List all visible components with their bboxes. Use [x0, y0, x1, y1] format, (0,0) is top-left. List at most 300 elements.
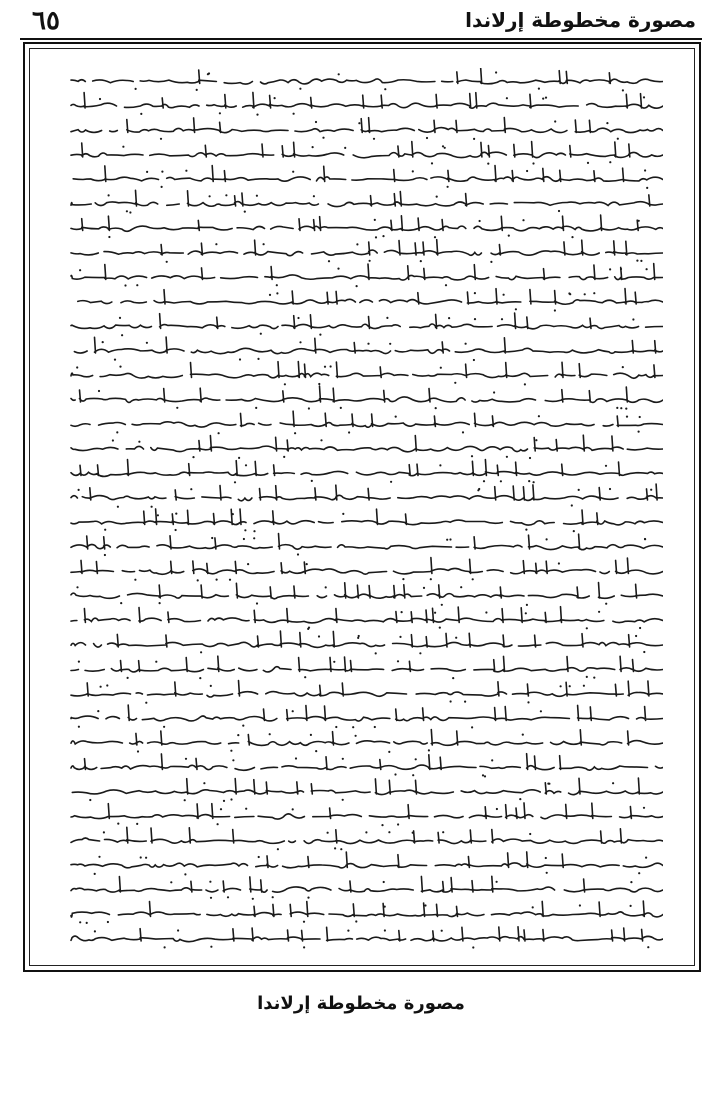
manuscript-line: [71, 484, 663, 501]
manuscript-line: [71, 876, 663, 892]
manuscript-dot: [230, 798, 232, 800]
manuscript-dot: [97, 710, 99, 712]
manuscript-dot: [243, 538, 245, 540]
manuscript-dot: [465, 343, 467, 345]
manuscript-dot: [223, 800, 225, 802]
manuscript-dot: [328, 260, 330, 262]
manuscript-dot: [397, 660, 399, 662]
manuscript-dot: [612, 782, 614, 784]
manuscript-line: [71, 118, 663, 133]
manuscript-dot: [367, 343, 369, 345]
manuscript-dot: [620, 268, 622, 270]
manuscript-dot: [478, 488, 480, 490]
manuscript-dot: [640, 260, 642, 262]
manuscript-dot: [439, 464, 441, 466]
manuscript-dot: [255, 407, 257, 409]
manuscript-dot: [593, 677, 595, 679]
manuscript-dot: [292, 808, 294, 810]
manuscript-dot: [190, 488, 192, 490]
manuscript-dot: [78, 489, 80, 491]
manuscript-dot: [242, 725, 244, 727]
manuscript-dot: [176, 407, 178, 409]
manuscript-line: [71, 509, 663, 525]
manuscript-dot: [184, 799, 186, 801]
manuscript-dot: [166, 261, 168, 263]
manuscript-dot: [529, 833, 531, 835]
manuscript-dot: [124, 284, 126, 286]
manuscript-dot: [219, 112, 221, 114]
manuscript-dot: [284, 383, 286, 385]
manuscript-dot: [375, 236, 377, 238]
manuscript-dot: [239, 358, 241, 360]
manuscript-dot: [79, 269, 81, 271]
manuscript-dot: [175, 513, 177, 515]
manuscript-dot: [493, 391, 495, 393]
manuscript-dot: [373, 138, 375, 140]
manuscript-dot: [256, 114, 258, 116]
manuscript-dot: [528, 480, 530, 482]
manuscript-dot: [318, 383, 320, 385]
manuscript-line: [71, 705, 663, 721]
manuscript-line: [71, 901, 663, 917]
manuscript-dot: [569, 293, 571, 295]
manuscript-dot: [184, 873, 186, 875]
manuscript-dot: [203, 782, 205, 784]
manuscript-dot: [472, 946, 474, 948]
manuscript-dot: [389, 343, 391, 345]
manuscript-dot: [605, 603, 607, 605]
manuscript-dot: [441, 930, 443, 932]
manuscript-dot: [127, 677, 129, 679]
manuscript-dot: [247, 563, 249, 565]
manuscript-dot: [197, 579, 199, 581]
manuscript-dot: [579, 904, 581, 906]
manuscript-dot: [299, 341, 301, 343]
manuscript-dot: [342, 799, 344, 801]
manuscript-dot: [217, 823, 219, 825]
manuscript-dot: [399, 636, 401, 638]
manuscript-dot: [245, 464, 247, 466]
manuscript-dot: [299, 88, 301, 90]
manuscript-line: [71, 142, 663, 158]
manuscript-dot: [526, 170, 528, 172]
manuscript-dot: [643, 651, 645, 653]
manuscript-dot: [94, 930, 96, 932]
manuscript-dot: [384, 906, 386, 908]
manuscript-dot: [569, 685, 571, 687]
manuscript-dot: [315, 121, 317, 123]
manuscript-dot: [308, 407, 310, 409]
manuscript-line: [71, 190, 663, 206]
manuscript-dot: [283, 456, 285, 458]
manuscript-dot: [355, 920, 357, 922]
manuscript-dot: [211, 537, 213, 539]
manuscript-dot: [571, 504, 573, 506]
manuscript-dot: [185, 758, 187, 760]
manuscript-dot: [645, 857, 647, 859]
manuscript-dot: [304, 676, 306, 678]
manuscript-dot: [474, 318, 476, 320]
manuscript-line: [71, 607, 663, 623]
manuscript-dot: [388, 751, 390, 753]
manuscript-dot: [175, 529, 177, 531]
manuscript-line: [71, 730, 663, 746]
manuscript-dot: [106, 684, 108, 686]
manuscript-dot: [374, 219, 376, 221]
manuscript-dot: [431, 162, 433, 164]
manuscript-dot: [185, 170, 187, 172]
manuscript-dot: [626, 416, 628, 418]
manuscript-dot: [620, 407, 622, 409]
manuscript-dot: [244, 211, 246, 213]
manuscript-dot: [381, 824, 383, 826]
manuscript-dot: [571, 236, 573, 238]
manuscript-dot: [258, 856, 260, 858]
manuscript-dot: [98, 390, 100, 392]
manuscript-dot: [447, 186, 449, 188]
manuscript-dot: [327, 832, 329, 834]
manuscript-dot: [606, 122, 608, 124]
manuscript-dot: [253, 537, 255, 539]
manuscript-dot: [609, 268, 611, 270]
manuscript-dot: [164, 946, 166, 948]
manuscript-dot: [546, 538, 548, 540]
manuscript-line: [65, 460, 663, 477]
manuscript-dot: [483, 480, 485, 482]
manuscript-dot: [522, 734, 524, 736]
manuscript-line: [71, 827, 663, 843]
manuscript-dot: [423, 587, 425, 589]
manuscript-dot: [260, 333, 262, 335]
manuscript-frame: [23, 42, 701, 972]
manuscript-line: [71, 558, 663, 575]
manuscript-dot: [237, 734, 239, 736]
manuscript-dot: [103, 831, 105, 833]
manuscript-dot: [311, 480, 313, 482]
manuscript-dot: [116, 431, 118, 433]
manuscript-dot: [352, 726, 354, 728]
manuscript-dot: [207, 73, 209, 75]
manuscript-dot: [358, 122, 360, 124]
manuscript-dot: [415, 758, 417, 760]
manuscript-dot: [134, 579, 136, 581]
manuscript-dot: [76, 586, 78, 588]
manuscript-dot: [276, 284, 278, 286]
manuscript-dot: [440, 367, 442, 369]
manuscript-line: [71, 240, 663, 256]
manuscript-dot: [426, 137, 428, 139]
manuscript-dot: [573, 530, 575, 532]
manuscript-dot: [308, 627, 310, 629]
manuscript-dot: [76, 366, 78, 368]
manuscript-dot: [448, 317, 450, 319]
manuscript-dot: [424, 904, 426, 906]
manuscript-dot: [160, 138, 162, 140]
manuscript-dot: [420, 260, 422, 262]
manuscript-dot: [554, 120, 556, 122]
manuscript-dot: [135, 88, 137, 90]
manuscript-dot: [532, 162, 534, 164]
manuscript-dot: [342, 513, 344, 515]
manuscript-dot: [558, 562, 560, 564]
manuscript-dot: [324, 366, 326, 368]
manuscript-dot: [462, 431, 464, 433]
manuscript-dot: [490, 261, 492, 263]
manuscript-dot: [227, 896, 229, 898]
manuscript-dot: [170, 881, 172, 883]
manuscript-dot: [515, 308, 517, 310]
manuscript-dot: [639, 416, 641, 418]
manuscript-dot: [104, 529, 106, 531]
manuscript-dot: [622, 366, 624, 368]
manuscript-line: [67, 92, 663, 108]
manuscript-dot: [98, 856, 100, 858]
manuscript-dot: [525, 529, 527, 531]
manuscript-dot: [434, 612, 436, 614]
manuscript-dot: [487, 163, 489, 165]
manuscript-dot: [161, 171, 163, 173]
manuscript-dot: [294, 432, 296, 434]
manuscript-dot: [558, 210, 560, 212]
manuscript-dot: [546, 872, 548, 874]
manuscript-dot: [293, 113, 295, 115]
manuscript-dot: [79, 921, 81, 923]
manuscript-dot: [647, 946, 649, 948]
manuscript-dot: [119, 317, 121, 319]
manuscript-dot: [117, 506, 119, 508]
manuscript-dot: [107, 921, 109, 923]
manuscript-dot: [369, 260, 371, 262]
manuscript-dot: [230, 750, 232, 752]
manuscript-dot: [356, 243, 358, 245]
manuscript-dot: [177, 929, 179, 931]
manuscript-dot: [442, 145, 444, 147]
manuscript-dot: [108, 194, 110, 196]
manuscript-dot: [441, 604, 443, 606]
manuscript-dot: [277, 848, 279, 850]
manuscript-dot: [129, 211, 131, 213]
manuscript-dot: [644, 538, 646, 540]
manuscript-dot: [303, 946, 305, 948]
manuscript-dot: [434, 236, 436, 238]
manuscript-dot: [622, 89, 624, 91]
manuscript-dot: [234, 481, 236, 483]
manuscript-dot: [238, 457, 240, 459]
manuscript-line: [65, 778, 663, 795]
manuscript-dot: [545, 97, 547, 99]
manuscript-dot: [545, 857, 547, 859]
manuscript-dot: [244, 529, 246, 531]
manuscript-line: [71, 68, 663, 84]
manuscript-dot: [412, 774, 414, 776]
manuscript-dot: [340, 407, 342, 409]
manuscript-dot: [136, 284, 138, 286]
manuscript-dot: [374, 726, 376, 728]
manuscript-dot: [292, 710, 294, 712]
manuscript-line: [71, 386, 663, 402]
manuscript-dot: [444, 147, 446, 149]
page-header: [20, 0, 702, 40]
manuscript-dot: [340, 848, 342, 850]
manuscript-dot: [390, 481, 392, 483]
manuscript-dot: [617, 138, 619, 140]
manuscript-dot: [455, 637, 457, 639]
manuscript-dot: [225, 194, 227, 196]
manuscript-dot: [535, 439, 537, 441]
manuscript-dot: [445, 284, 447, 286]
manuscript-dot: [161, 186, 163, 188]
manuscript-dot: [146, 171, 148, 173]
manuscript-dot: [436, 196, 438, 198]
manuscript-dot: [442, 831, 444, 833]
manuscript-dot: [357, 637, 359, 639]
manuscript-dot: [347, 930, 349, 932]
manuscript-dot: [586, 627, 588, 629]
manuscript-dot: [450, 700, 452, 702]
manuscript-dot: [335, 726, 337, 728]
manuscript-dot: [485, 611, 487, 613]
manuscript-dot: [542, 98, 544, 100]
manuscript-dot: [471, 455, 473, 457]
manuscript-dot: [454, 382, 456, 384]
manuscript-dot: [256, 195, 258, 197]
manuscript-line: [71, 656, 663, 672]
manuscript-dot: [232, 513, 234, 515]
manuscript-dot: [114, 359, 116, 361]
manuscript-dot: [295, 757, 297, 759]
manuscript-dot: [491, 759, 493, 761]
manuscript-dot: [112, 439, 114, 441]
manuscript-dot: [155, 661, 157, 663]
manuscript-dot: [609, 488, 611, 490]
manuscript-dot: [99, 98, 101, 100]
header-title: مصورة مخطوطة إرلاندا: [465, 8, 696, 32]
manuscript-dot: [446, 539, 448, 541]
manuscript-dot: [526, 604, 528, 606]
manuscript-dot: [583, 685, 585, 687]
manuscript-dot: [395, 416, 397, 418]
manuscript-line: [71, 754, 663, 771]
manuscript-dot: [508, 235, 510, 237]
manuscript-dot: [137, 750, 139, 752]
manuscript-dot: [216, 579, 218, 581]
manuscript-dot: [319, 334, 321, 336]
manuscript-dot: [358, 635, 360, 637]
manuscript-dot: [638, 872, 640, 874]
manuscript-dot: [306, 563, 308, 565]
manuscript-dot: [310, 734, 312, 736]
manuscript-dot: [196, 89, 198, 91]
manuscript-dot: [439, 627, 441, 629]
manuscript-dot: [384, 88, 386, 90]
manuscript-dot: [586, 676, 588, 678]
manuscript-dot: [355, 735, 357, 737]
manuscript-dot: [527, 701, 529, 703]
manuscript-dot: [330, 365, 332, 367]
manuscript-dot: [104, 554, 106, 556]
manuscript-dot: [412, 832, 414, 834]
manuscript-line: [71, 534, 663, 550]
manuscript-dot: [89, 799, 91, 801]
manuscript-dot: [218, 432, 220, 434]
manuscript-dot: [163, 726, 165, 728]
manuscript-dot: [646, 268, 648, 270]
manuscript-dot: [401, 611, 403, 613]
manuscript-dot: [482, 774, 484, 776]
manuscript-dot: [397, 823, 399, 825]
manuscript-dot: [375, 652, 377, 654]
manuscript-line: [71, 264, 663, 280]
manuscript-dot: [307, 897, 309, 899]
manuscript-dot: [344, 147, 346, 149]
manuscript-dot: [548, 783, 550, 785]
manuscript-dot: [108, 236, 110, 238]
manuscript-dot: [121, 334, 123, 336]
manuscript-dot: [384, 929, 386, 931]
manuscript-dot: [151, 506, 153, 508]
manuscript-dot: [402, 578, 404, 580]
manuscript-dot: [472, 578, 474, 580]
manuscript-dot: [616, 407, 618, 409]
manuscript-dot: [382, 235, 384, 237]
manuscript-dot: [524, 383, 526, 385]
manuscript-dot: [496, 881, 498, 883]
manuscript-dot: [348, 431, 350, 433]
manuscript-dot: [452, 677, 454, 679]
manuscript-dot: [210, 946, 212, 948]
manuscript-dot: [394, 773, 396, 775]
manuscript-dot: [522, 219, 524, 221]
manuscript-dot: [342, 758, 344, 760]
manuscript-line: [65, 337, 663, 354]
manuscript-dot: [159, 602, 161, 604]
manuscript-dot: [560, 685, 562, 687]
manuscript-dot: [630, 905, 632, 907]
manuscript-dot: [146, 342, 148, 344]
manuscript-dot: [210, 897, 212, 899]
manuscript-dot: [334, 847, 336, 849]
manuscript-dot: [460, 586, 462, 588]
manuscript-dot: [199, 677, 201, 679]
manuscript-dot: [639, 627, 641, 629]
manuscript-dot: [269, 733, 271, 735]
manuscript-dot: [474, 292, 476, 294]
manuscript-dot: [584, 293, 586, 295]
manuscript-dot: [609, 161, 611, 163]
manuscript-dot: [638, 220, 640, 222]
manuscript-dot: [593, 292, 595, 294]
manuscript-dot: [263, 243, 265, 245]
manuscript-dot: [136, 823, 138, 825]
manuscript-line: [65, 631, 663, 647]
manuscript-dot: [269, 294, 271, 296]
manuscript-dot: [473, 138, 475, 140]
manuscript-dot: [495, 71, 497, 73]
manuscript-dot: [272, 896, 274, 898]
manuscript-dot: [625, 408, 627, 410]
manuscript-dot: [598, 611, 600, 613]
manuscript-dot: [86, 922, 88, 924]
manuscript-dot: [274, 97, 276, 99]
manuscript-line: [71, 435, 663, 452]
manuscript-dot: [471, 726, 473, 728]
manuscript-dot: [496, 808, 498, 810]
manuscript-dot: [192, 456, 194, 458]
manuscript-dot: [428, 749, 430, 751]
manuscript-dot: [356, 285, 358, 287]
manuscript-dot: [587, 162, 589, 164]
manuscript-dot: [503, 294, 505, 296]
